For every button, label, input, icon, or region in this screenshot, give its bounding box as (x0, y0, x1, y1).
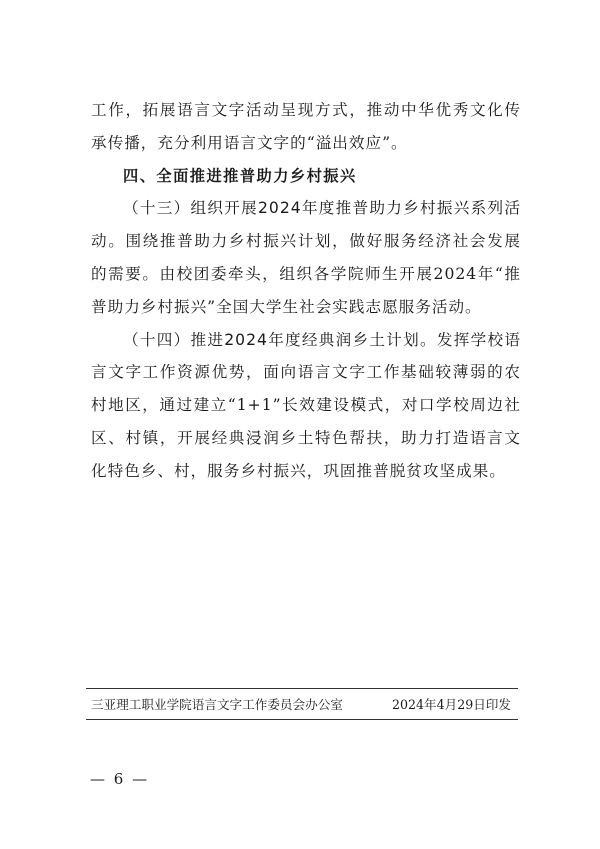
paragraph-continued: 工作，拓展语言文字活动呈现方式，推动中华优秀文化传承传播，充分利用语言文字的“溢出效应”。 (91, 101, 521, 152)
paragraph-item-14 (91, 324, 521, 488)
footer-rule-bottom (86, 719, 518, 720)
paragraph-item-13 (91, 192, 521, 323)
footer-rule-top (86, 688, 518, 689)
item-13-lead: （十三）组织开展2024年度推普助力乡村振兴系列活动。 (91, 199, 521, 251)
item-13-text: 围绕推普助力乡村振兴计划，做好服务经济社会发展的需要。由校团委牵头，组织各学院师生开展2024年“推普助力乡村振兴”全国大学生社会实践志愿服务活动。 (91, 232, 521, 316)
issue-date: 2024年4月29日印发 (391, 697, 511, 712)
issuing-office: 三亚理工职业学院语言文字工作委员会办公室 (91, 697, 343, 712)
item-14-lead: （十四）推进2024年度经典润乡土计划。 (123, 330, 437, 349)
document-body (91, 94, 521, 488)
section-heading-4: 四、全面推进推普助力乡村振兴 (123, 166, 357, 185)
page-number: — 6 — (90, 770, 150, 788)
item-14-text: 发挥学校语言文字工作资源优势，面向语言文字工作基础较薄弱的农村地区，通过建立“1+1”长效建设模式，对口学校周边社区、村镇，开展经典浸润乡土特色帮扶，助力打造语言文化特色乡、村，服务乡村振兴，巩固推普脱贫攻坚成果。 (91, 330, 521, 480)
issuance-footer (91, 694, 511, 716)
